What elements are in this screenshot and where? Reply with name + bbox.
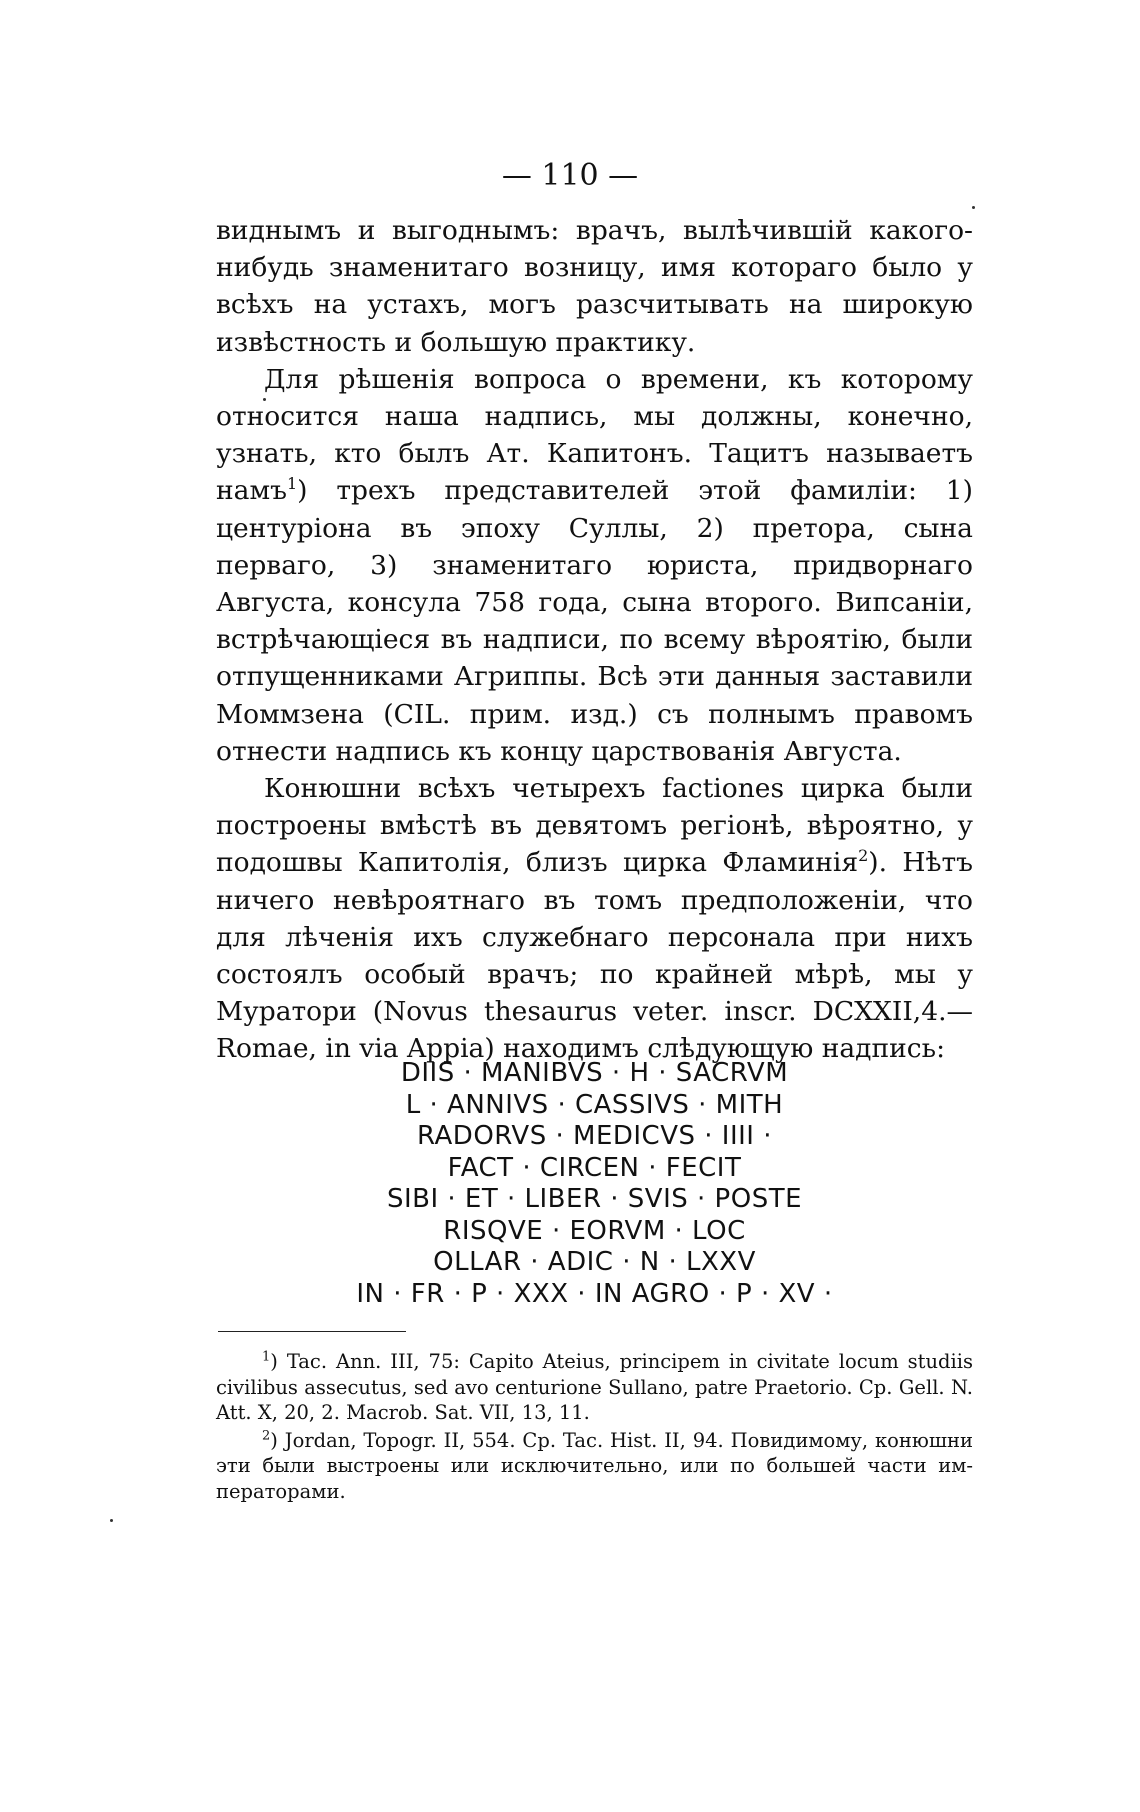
footnote-mark: 1 (262, 1349, 271, 1365)
inscription-line: DIIS · MANIBVS · H · SACRVM (400, 1058, 789, 1088)
footnote (216, 1349, 973, 1426)
scan-speck (972, 206, 975, 209)
paragraph-text: виднымъ и выгоднымъ: врачъ, вылѣчившій какого-нибудь знаменитаго возницу, имя котораго было у всѣхъ на устахъ, могъ разсчитывать на широкую извѣстность и большую практику. (216, 215, 973, 358)
paragraph (216, 770, 973, 1068)
paragraph-text: ) трехъ представителей этой фамиліи: 1) центуріона въ эпоху Суллы, 2) претора, сына перваго, 3) знаменитаго юриста, придворнаго Августа, консула 758 года, сына второго. Випсаніи, встрѣчающіеся въ надписи, по всему вѣроятію, были отпущенниками Агриппы. Всѣ эти данныя заставили Моммзена (CIL. прим. изд.) съ полнымъ правомъ отнести надпись къ концу царствованія Августа. (216, 475, 973, 767)
scan-speck (263, 398, 266, 401)
paragraph (216, 212, 973, 361)
paragraph-text: Конюшни всѣхъ четырехъ factiones цирка были построены вмѣстѣ въ девятомъ регіонѣ, вѣроятно, у подошвы Капитолія, близъ цирка Фламинія (216, 773, 973, 879)
footnote-mark: 2 (262, 1428, 271, 1443)
inscription-line: SIBI · ET · LIBER · SVIS · POSTE (386, 1184, 803, 1214)
footnote-reference: 2 (858, 846, 869, 866)
footnotes (216, 1349, 973, 1506)
inscription-line: OLLAR · ADIC · N · LXXV (433, 1247, 756, 1277)
inscription-line: RADORVS · MEDICVS · IIII · (417, 1121, 772, 1151)
page-number: — 110 — (501, 158, 639, 193)
inscription-line: RISQVE · EORVM · LOC (443, 1215, 746, 1246)
footnote-reference: 1 (286, 474, 298, 494)
paragraph-text: ). Нѣтъ ничего невѣроятнаго въ томъ предположеніи, что для лѣченія ихъ служебнаго персонала при нихъ состоялъ особый врачъ; по крайней мѣрѣ, мы у Муратори (Novus thesaurus veter. inscr. DCXXII,4.—Romae, in via Appia) находимъ слѣдующую надпись: (216, 847, 973, 1065)
footnote-text: ) Jordan, Topogr. II, 554. Cp. Tac. Hist. II, 94. Повидимому, конюшни эти были выстроены или исключительно, или по большей части императорами. (216, 1428, 973, 1503)
latin-inscription (216, 1058, 973, 1310)
paragraph-text: Для рѣшенія вопроса о времени, къ которому относится наша надпись, мы должны, конечно, узнать, кто былъ Ат. Капитонъ. Тацитъ называетъ намъ (216, 363, 973, 507)
inscription-line: IN · FR · P · XXX · IN AGRO · P · XV · (356, 1278, 833, 1309)
footnote-text: ) Tac. Ann. III, 75: Capito Ateius, principem in civitate locum studiis civilibus assecutus, sed avo centurione Sullano, patre Praetorio. Cp. Gell. N. Att. X, 20, 2. Macrob. Sat. VII, 13, 11. (216, 1350, 973, 1424)
body-text (216, 212, 973, 1068)
inscription-line: L · ANNIVS · CASSIVS · MITH (405, 1089, 784, 1120)
footnote-divider (218, 1331, 406, 1332)
paragraph (216, 361, 973, 770)
footnote (216, 1428, 973, 1505)
inscription-line: FACT · CIRCEN · FECIT (447, 1152, 742, 1183)
scan-speck (110, 1519, 113, 1522)
